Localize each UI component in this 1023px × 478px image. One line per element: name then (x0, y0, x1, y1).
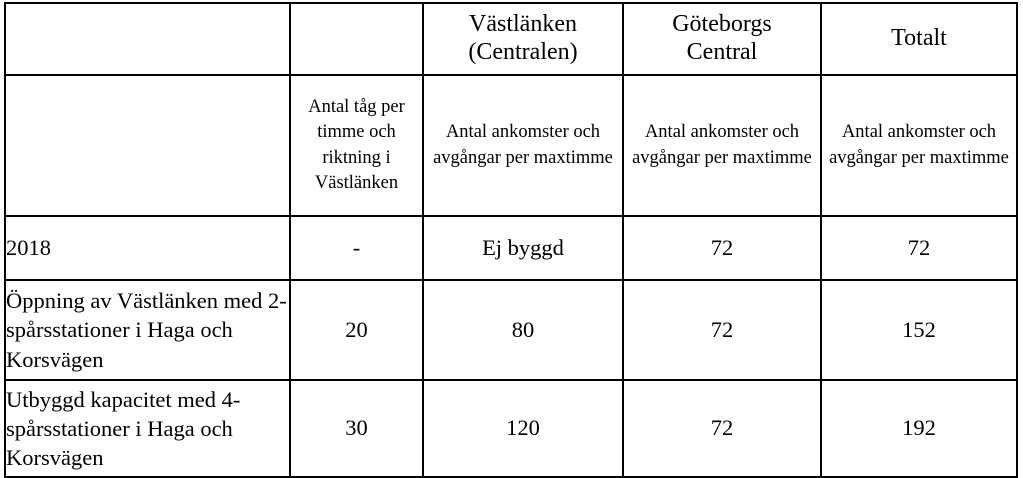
subheader-cell-vastlanken: Antal ankomster och avgångar per maxtimme (423, 75, 623, 216)
header-vastlanken-line1: Västlänken (469, 11, 577, 38)
cell-oppning-vastlanken: 80 (423, 280, 623, 380)
table-header-row-primary (5, 3, 1017, 75)
subheader-cell-totalt: Antal ankomster och avgångar per maxtimme (821, 75, 1017, 216)
header-cell-goteborgs-central (623, 3, 821, 75)
header-cell-trains-blank (290, 3, 423, 75)
table-row (5, 380, 1017, 477)
cell-2018-goteborgs-central: 72 (623, 216, 821, 280)
capacity-table (4, 2, 1018, 478)
table-row (5, 216, 1017, 280)
subheader-cell-goteborgs-central: Antal ankomster och avgångar per maxtimme (623, 75, 821, 216)
header-goteborgs-line2: Central (686, 39, 758, 65)
document-page (0, 2, 1023, 476)
cell-utbyggd-vastlanken: 120 (423, 380, 623, 477)
header-goteborgs-line1: Göteborgs (672, 11, 772, 38)
header-cell-vastlanken (423, 3, 623, 75)
subheader-cell-trains-per-hour: Antal tåg per timme och riktning i Västlänken (290, 75, 423, 216)
cell-utbyggd-goteborgs-central: 72 (623, 380, 821, 477)
cell-oppning-goteborgs-central: 72 (623, 280, 821, 380)
table-header-row-secondary (5, 75, 1017, 216)
cell-2018-vastlanken: Ej byggd (423, 216, 623, 280)
header-vastlanken-line2: (Centralen) (468, 39, 578, 65)
row-label-utbyggd-kapacitet: Utbyggd kapacitet med 4-spårsstationer i Haga och Korsvägen (5, 380, 290, 477)
row-label-oppning-vastlanken: Öppning av Västlänken med 2-spårsstationer i Haga och Korsvägen (5, 280, 290, 380)
cell-utbyggd-totalt: 192 (821, 380, 1017, 477)
cell-2018-totalt: 72 (821, 216, 1017, 280)
row-label-2018: 2018 (5, 216, 290, 280)
cell-2018-trains-per-hour: - (290, 216, 423, 280)
table-row (5, 280, 1017, 380)
cell-oppning-totalt: 152 (821, 280, 1017, 380)
header-cell-totalt: Totalt (821, 3, 1017, 75)
header-cell-scenario-blank (5, 3, 290, 75)
subheader-cell-scenario-blank (5, 75, 290, 216)
cell-oppning-trains-per-hour: 20 (290, 280, 423, 380)
cell-utbyggd-trains-per-hour: 30 (290, 380, 423, 477)
